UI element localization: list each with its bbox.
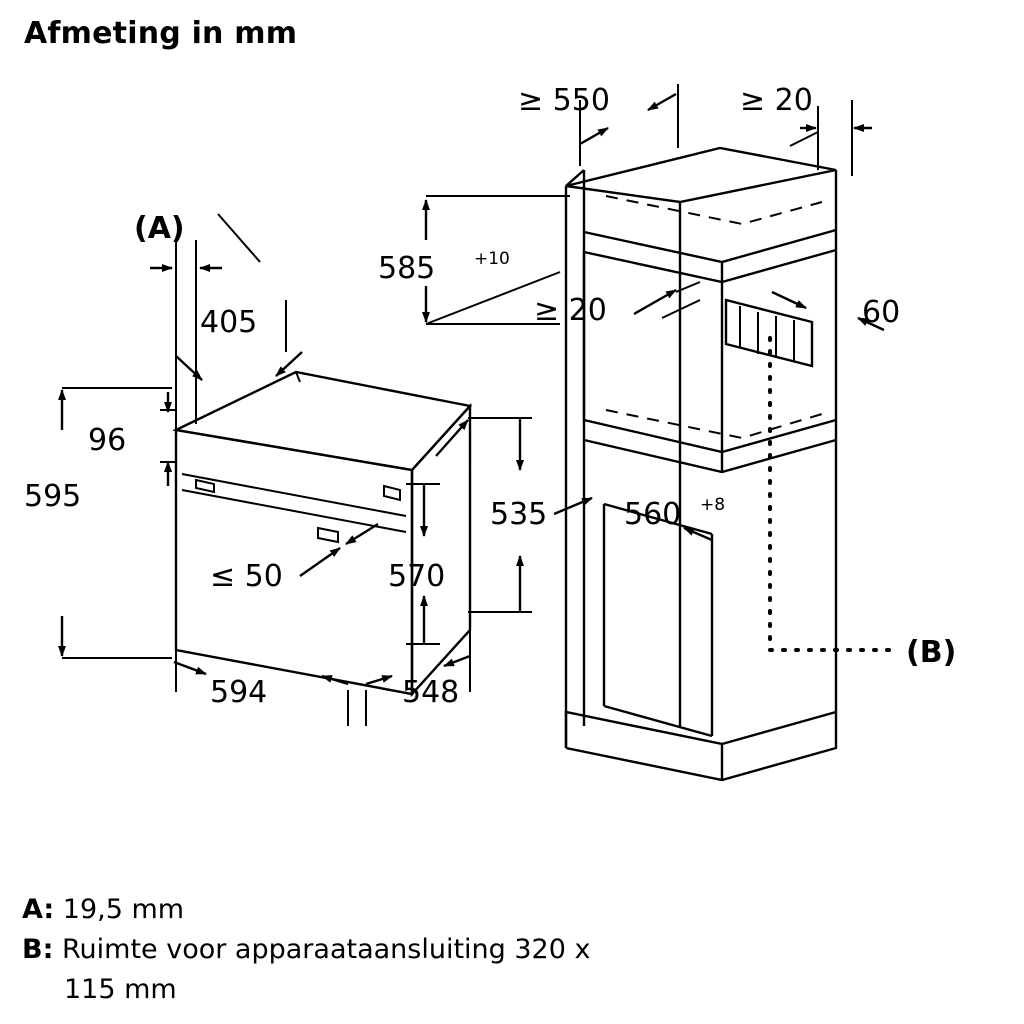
note-b-text: Ruimte voor apparaataansluiting 320 x [61, 934, 591, 965]
label-585: 585 [378, 251, 436, 286]
page-title: Afmeting in mm [24, 16, 298, 51]
note-a-key: A: [22, 894, 55, 925]
note-a [22, 890, 982, 930]
label-594: 594 [210, 675, 268, 710]
label-min-20-top: ≥ 20 [740, 83, 813, 118]
label-535: 535 [490, 497, 548, 532]
marker-b-label: (B) [906, 635, 957, 670]
dimension-labels [24, 83, 956, 710]
oven-body [176, 372, 470, 694]
label-585-tolerance: +10 [474, 249, 510, 269]
label-548: 548 [402, 675, 460, 710]
label-560: 560 [624, 497, 682, 532]
marker-b-leader [770, 338, 896, 650]
label-570: 570 [388, 559, 446, 594]
note-b [22, 930, 982, 1010]
note-a-text: 19,5 mm [62, 894, 185, 925]
label-595: 595 [24, 479, 82, 514]
dim-min20-mid-lines [634, 282, 700, 318]
dim-96-lines [160, 392, 176, 486]
label-min-20-mid: ≥ 20 [534, 293, 607, 328]
note-b-key: B: [22, 934, 54, 965]
label-max-50: ≤ 50 [210, 559, 283, 594]
cabinet-body [566, 148, 836, 780]
label-60: 60 [862, 295, 901, 330]
connection-area-hatch [726, 300, 812, 366]
label-405: 405 [200, 305, 258, 340]
marker-a-label: (A) [134, 211, 185, 246]
label-560-tolerance: +8 [700, 495, 726, 515]
label-96: 96 [88, 423, 127, 458]
label-min-550: ≥ 550 [518, 83, 610, 118]
legend-notes [22, 890, 982, 1010]
note-b-continuation: 115 mm [64, 974, 177, 1005]
